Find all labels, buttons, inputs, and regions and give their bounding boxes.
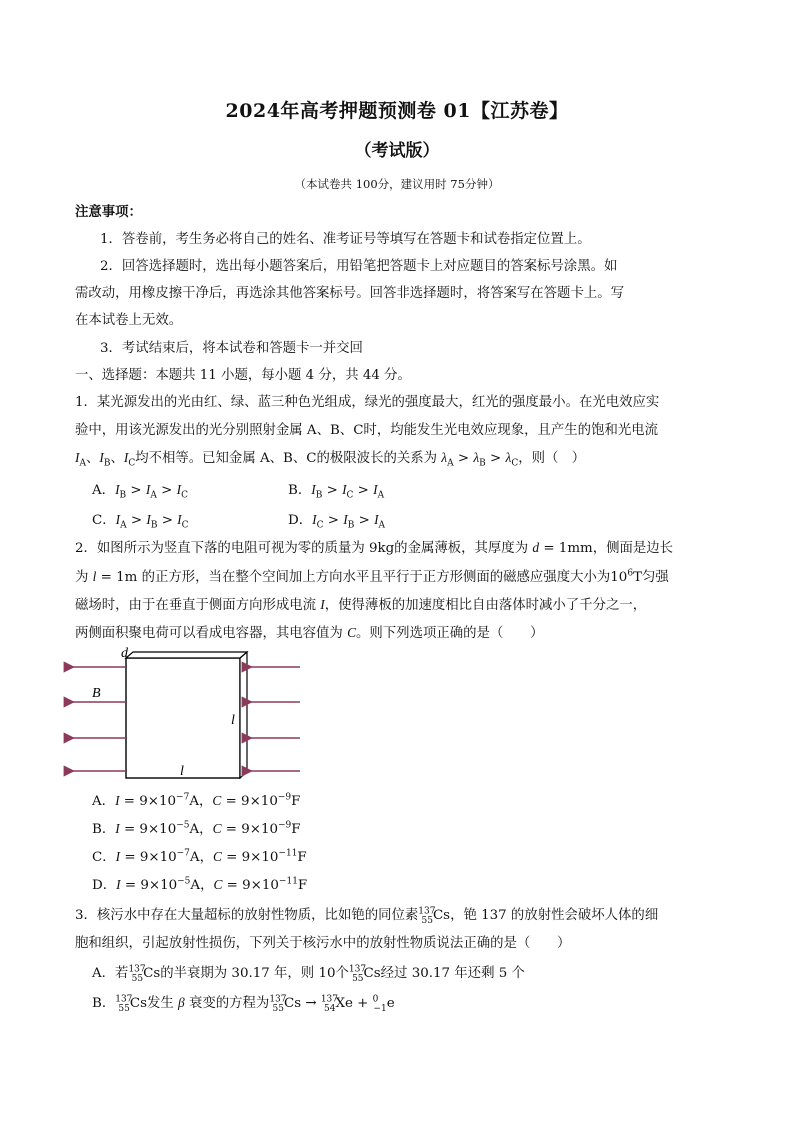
exam-duration-note: （本试卷共 100分，建议用时 75分钟） <box>294 177 500 191</box>
q1-option-c[interactable]: C．$I_A > I_B > I_C$ <box>92 512 189 531</box>
q3-option-a[interactable]: A．若$^{137}_{55}$Cs的半衰期为 30.17 年，则 10个$^{137}_{55}$Cs经过 30.17 年还剩 5 个 <box>92 964 525 984</box>
label-d: d <box>121 646 128 661</box>
q2-figure <box>60 645 310 785</box>
q1-option-a[interactable]: A．$I_B > I_A > I_C$ <box>92 482 188 501</box>
q3-line2: 胞和组织，引起放射性损伤，下列关于核污水中的放射性物质说法正确的是（ ） <box>75 936 571 951</box>
instruction-3: 3．考试结束后，将本试卷和答题卡一并交回 <box>100 341 363 356</box>
q3-line1: 3．核污水中存在大量超标的放射性物质，比如铯的同位素$^{137}_{55}$Cs，铯 137 的放射性会破坏人体的细 <box>75 906 659 926</box>
exam-title: 2024年高考押题预测卷 01【江苏卷】 <box>225 100 569 122</box>
q3-option-b[interactable]: B．$^{137}_{55}$Cs发生 β 衰变的方程为$^{137}_{55}$Cs → $^{137}_{54}$Xe + $^0_{-1}$e <box>92 994 395 1014</box>
label-B: B <box>92 686 101 701</box>
label-l-side: l <box>231 713 235 728</box>
plate-front-face <box>126 658 240 778</box>
q1-line2: 验中，用该光源发出的光分别照射金属 A、B、C时，均能发生光电效应现象，且产生的饱和光电流 <box>75 423 659 438</box>
q1-line3: $I_A$、$I_B$、$I_C$均不相等。已知金属 A、B、C的极限波长的关系为 $\lambda_A > \lambda_B > \lambda_C$，则（ ） <box>75 450 586 469</box>
q1-option-d[interactable]: D．$I_C > I_B > I_A$ <box>288 512 386 531</box>
q1-option-b[interactable]: B．$I_B > I_C > I_A$ <box>288 482 385 501</box>
cs137-isotope: $^{137}_{55}$Cs <box>418 906 451 926</box>
q2-option-b[interactable]: B．$I = 9\times 10^{-5}A$，$C = 9\times 10^{-9}F$ <box>92 820 301 837</box>
plate-top-face <box>126 652 247 658</box>
instruction-2b: 需改动，用橡皮擦干净后，再选涂其他答案标号。回答非选择题时，将答案写在答题卡上。写 <box>75 286 625 301</box>
plate-side-face <box>240 652 247 778</box>
exam-subtitle: （考试版） <box>354 141 440 161</box>
q2-line1: 2．如图所示为竖直下落的电阻可视为零的质量为 9kg的金属薄板，其厚度为 d = 1mm，侧面是边长 <box>75 540 674 556</box>
q2-line2: 为 l = 1m 的正方形，当在整个空间加上方向水平且平行于正方形侧面的磁感应强度大小为$10^6T$匀强 <box>75 568 669 585</box>
instruction-2a: 2．回答选择题时，选出每小题答案后，用铅笔把答题卡上对应题目的答案标号涂黑。如 <box>100 259 618 274</box>
q1-currents: $I_A$、$I_B$、$I_C$ <box>75 450 136 469</box>
q2-line4: 两侧面积聚电荷可以看成电容器，其电容值为 C。则下列选项正确的是（ ） <box>75 625 544 641</box>
q1-wavelength-relation: $\lambda_A > \lambda_B > \lambda_C$ <box>441 450 519 469</box>
q2-option-a[interactable]: A．$I = 9\times 10^{-7}A$，$C = 9\times 10^{-9}F$ <box>92 792 301 809</box>
q2-option-c[interactable]: C．$I = 9\times 10^{-7}A$，$C = 9\times 10^{-11}F$ <box>92 848 307 865</box>
q1-line1: 1．某光源发出的光由红、绿、蓝三种色光组成，绿光的强度最大，红光的强度最小。在光电效应实 <box>75 395 660 410</box>
instruction-1: 1．答卷前，考生务必将自己的姓名、准考证号等填写在答题卡和试卷指定位置上。 <box>100 232 591 247</box>
label-l-bottom: l <box>180 764 184 779</box>
instructions-heading: 注意事项： <box>75 204 142 220</box>
q2-line3: 磁场时，由于在垂直于侧面方向形成电流 I，使得薄板的加速度相比自由落体时减小了千分之一， <box>75 597 647 613</box>
instruction-2c: 在本试卷上无效。 <box>75 313 183 328</box>
section-heading: 一、选择题：本题共 11 小题，每小题 4 分，共 44 分。 <box>75 368 411 383</box>
q2-option-d[interactable]: D．$I = 9\times 10^{-5}A$，$C = 9\times 10^{-11}F$ <box>92 876 308 893</box>
